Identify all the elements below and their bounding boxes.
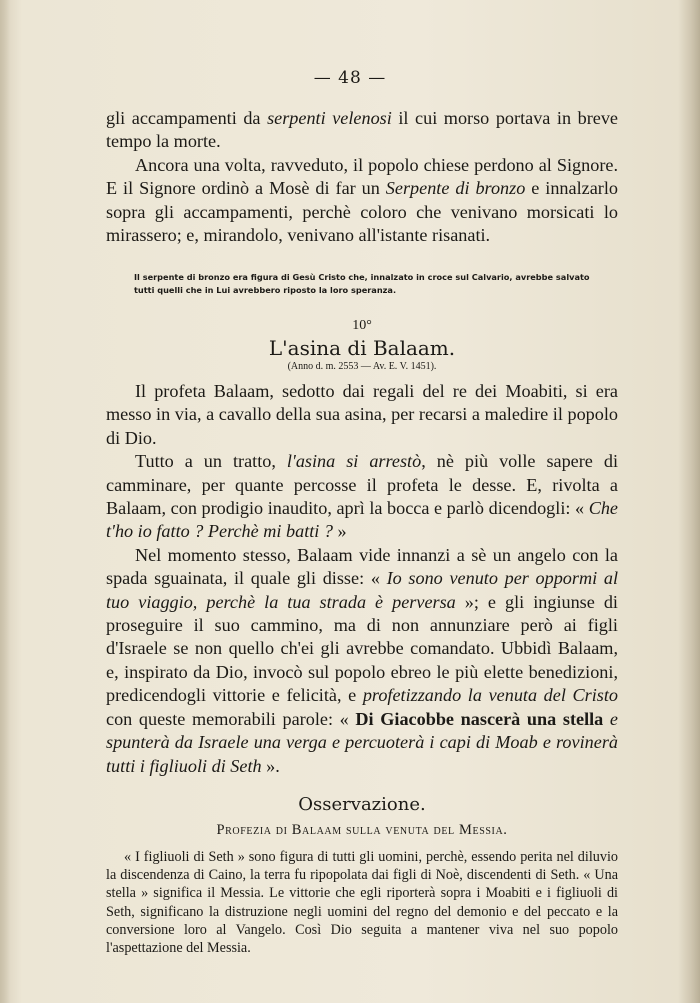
footnote-serpent: Il serpente di bronzo era figura di Gesù Cristo che, innalzato in croce sul Calvario, avrebbe salvato tutti quelli che in Lui avrebbero riposto la loro speranza. (134, 272, 590, 295)
text-run: Tutto a un tratto, (135, 451, 287, 472)
page-spine-shadow (0, 0, 10, 1003)
italic-run: profetizzando la venuta del Cristo (362, 685, 619, 706)
text-run: ». (261, 755, 280, 776)
section-number: 10° (352, 318, 372, 333)
text-run: »; e gli ingiunse di proseguire il suo cammino, ma di non annunziare però ai figli d'Israele se non quello ch'ei gli avrebbe comandato. Ubbidì Balaam, e, inspirato da Dio, invocò sul popolo ebreo le più elette benedizioni, predicendogli vittorie e felicità, e (106, 591, 618, 706)
text-run: e innalzarlo sopra gli accampamenti, perchè coloro che venivano morsicati lo mirassero; e, mirandolo, venivano all'istante risanati. (106, 178, 618, 246)
text-run: » (333, 521, 347, 542)
text-run: gli accampamenti da (106, 108, 268, 128)
body-text-balaam (106, 380, 618, 778)
text-run: , nè più volle sapere di camminare, per quante percosse il profeta le desse. E, rivolta a Balaam, con prodigio inaudito, aprì la bocca e parlò dicendogli: « (106, 451, 619, 519)
paragraph-1 (106, 107, 618, 154)
page-number: — 48 — (313, 68, 387, 88)
observation-text: « I figliuoli di Seth » sono figura di tutti gli uomini, perchè, essendo perita nel diluvio la discendenza di Caino, la terra fu ripopolata dai figli di Noè, discendenti di Seth. « Una stella » significa il Messia. Le vittorie che egli riporterà sopra i Moabiti e i figliuoli di Seth, significano la distruzione negli uomini del regno del demonio e del peccato e la conversione loro al Vangelo. Così Dio seguita a mantener viva nel suo popolo l'aspettazione del Messia. (106, 849, 618, 957)
italic-run: e spunterà da Israele una verga e percuoterà i capi di Moab e rovinerà tutti i figliuoli di Seth (106, 708, 619, 776)
page-edge-shadow (678, 0, 700, 1003)
bold-run: Di Giacobbe nascerà una stella (355, 708, 604, 729)
italic-run: Io sono venuto per oppormi al tuo viaggio, perchè la tua strada è perversa (106, 568, 618, 612)
italic-run: Serpente di bronzo (385, 178, 526, 199)
section-date: (Anno d. m. 2553 — Av. E. V. 1451). (287, 361, 437, 372)
italic-run: Che t'ho io fatto ? Perchè mi batti ? (106, 498, 618, 542)
paragraph-2 (106, 154, 618, 248)
body-text-top (106, 107, 618, 247)
paragraph-3: Il profeta Balaam, sedotto dai regali del re dei Moabiti, si era messo in via, a cavallo della sua asina, per recarsi a maledire il popolo di Dio. (106, 381, 618, 448)
text-run: Nel momento stesso, Balaam vide innanzi a sè un angelo con la spada sguainata, il quale gli disse: « (106, 544, 618, 589)
paragraph-4 (106, 450, 618, 544)
italic-run: l'asina si arrestò (286, 451, 422, 472)
observation-title: Osservazione. (298, 794, 426, 815)
text-run: Ancora una volta, ravveduto, il popolo chiese perdono al Signore. E il Signore ordinò a Mosè di far un (106, 154, 618, 199)
text-run: con queste memorabili parole: « (106, 708, 356, 729)
observation-subtitle: Profezia di Balaam sulla venuta del Messia. (216, 822, 508, 838)
section-title: L'asina di Balaam. (268, 336, 456, 360)
paragraph-5 (106, 544, 618, 778)
italic-run: serpenti velenosi (267, 108, 392, 128)
text-run: il cui morso portava in breve tempo la morte. (106, 108, 619, 152)
